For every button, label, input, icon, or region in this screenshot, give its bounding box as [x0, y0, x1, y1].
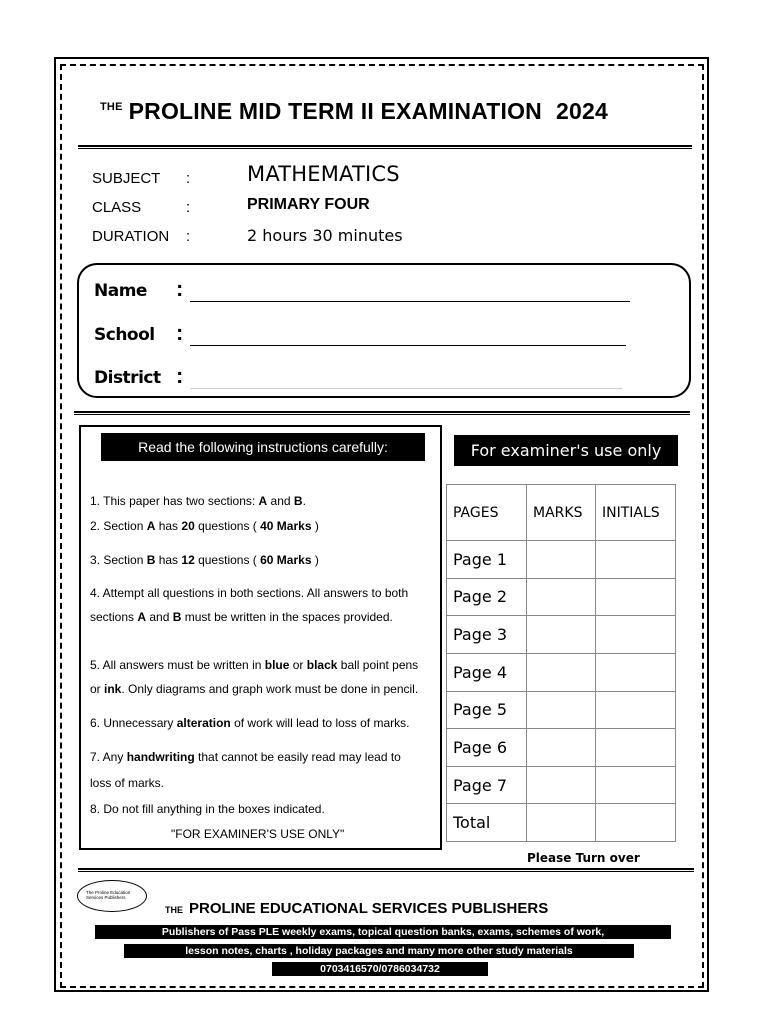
marks-cell	[527, 766, 596, 804]
name-colon: :	[176, 276, 184, 301]
initials-cell	[596, 616, 676, 654]
marks-cell	[527, 691, 596, 729]
title-year: 2024	[556, 98, 608, 124]
title-text: PROLINE MID TERM II EXAMINATION	[128, 98, 542, 124]
table-row	[447, 541, 676, 579]
i2c: has	[155, 519, 182, 533]
marks-cell	[527, 616, 596, 654]
i3b: B	[146, 553, 156, 567]
i3e: questions (	[194, 553, 261, 567]
row-label: Page 7	[447, 766, 527, 804]
school-field[interactable]	[190, 345, 626, 346]
duration-label: DURATION	[92, 228, 170, 245]
class-label: CLASS	[92, 199, 142, 216]
subject-label: SUBJECT	[92, 170, 161, 187]
row-label: Page 1	[447, 541, 527, 579]
i3d: 12	[181, 553, 195, 567]
table-header-row	[447, 485, 676, 541]
title-the: THE	[100, 101, 123, 113]
i7a: or	[90, 682, 105, 696]
i5d: B	[172, 610, 182, 624]
table-row	[447, 691, 676, 729]
details-divider	[74, 411, 690, 415]
initials-cell	[596, 729, 676, 767]
table-row	[447, 616, 676, 654]
table-row	[447, 653, 676, 691]
instruction-2	[90, 519, 319, 533]
please-turn-over: Please Turn over	[527, 851, 640, 865]
duration-colon: :	[186, 228, 191, 245]
i1d: B	[293, 494, 303, 508]
i5a: sections	[90, 610, 138, 624]
marks-cell	[527, 804, 596, 842]
footer-divider	[78, 868, 694, 872]
instruction-7	[90, 750, 401, 764]
i1e: .	[302, 494, 306, 508]
instruction-8-note: "FOR EXAMINER'S USE ONLY"	[171, 827, 345, 841]
table-row	[447, 729, 676, 767]
i5e: must be written in the spaces provided.	[181, 610, 393, 624]
i2d: 20	[181, 519, 195, 533]
i2f: 40 Marks	[260, 519, 312, 533]
class-value: PRIMARY FOUR	[247, 196, 370, 213]
initials-cell	[596, 691, 676, 729]
name-field[interactable]	[190, 301, 630, 302]
row-label: Page 2	[447, 578, 527, 616]
i9b: handwriting	[126, 750, 195, 764]
marks-cell	[527, 653, 596, 691]
school-label: School	[94, 325, 155, 345]
i8c: of work will lead to loss of marks.	[230, 716, 410, 730]
i6d: black	[306, 658, 338, 672]
initials-cell	[596, 541, 676, 579]
examiner-marks-table	[446, 484, 676, 842]
i6a: 5. All answers must be written in	[90, 658, 265, 672]
instruction-5-cont	[90, 682, 418, 696]
instruction-4-cont	[90, 610, 393, 624]
i2g: )	[311, 519, 319, 533]
initials-cell	[596, 578, 676, 616]
i3a: 3. Section	[90, 553, 147, 567]
i3f: 60 Marks	[260, 553, 312, 567]
i1a: 1. This paper has two sections:	[90, 494, 259, 508]
logo-line-1: The Proline Education	[86, 890, 131, 895]
i7c: . Only diagrams and graph work must be done in pencil.	[121, 682, 419, 696]
district-label: District	[94, 368, 161, 388]
col-pages: PAGES	[447, 485, 527, 541]
marks-cell	[527, 541, 596, 579]
i2a: 2. Section	[90, 519, 147, 533]
row-label: Page 4	[447, 653, 527, 691]
row-label: Page 6	[447, 729, 527, 767]
i6c: or	[289, 658, 307, 672]
candidate-details-box	[77, 263, 691, 398]
row-label: Page 5	[447, 691, 527, 729]
instruction-6	[90, 716, 409, 730]
i1b: A	[258, 494, 268, 508]
instruction-1	[90, 494, 306, 508]
publisher-logo	[77, 880, 147, 912]
publisher-title: PROLINE EDUCATIONAL SERVICES PUBLISHERS	[189, 900, 549, 917]
logo-line-2: Services Publishers	[86, 895, 126, 900]
district-colon: :	[176, 363, 184, 388]
publisher-phone: 0703416570/0786034732	[272, 962, 488, 976]
marks-cell	[527, 578, 596, 616]
exam-title	[100, 98, 700, 125]
i2b: A	[146, 519, 156, 533]
i1c: and	[267, 494, 294, 508]
row-label: Total	[447, 804, 527, 842]
table-row	[447, 804, 676, 842]
initials-cell	[596, 653, 676, 691]
initials-cell	[596, 766, 676, 804]
examiner-header: For examiner's use only	[454, 435, 678, 466]
publisher-the: THE	[165, 905, 183, 915]
publisher-tagline-1: Publishers of Pass PLE weekly exams, topical question banks, exams, schemes of work,	[95, 925, 671, 939]
instruction-3	[90, 553, 319, 567]
i3g: )	[311, 553, 319, 567]
i2e: questions (	[194, 519, 261, 533]
subject-colon: :	[186, 170, 191, 187]
publisher-tagline-2: lesson notes, charts , holiday packages and many more other study materials	[124, 944, 634, 958]
col-initials: INITIALS	[596, 485, 676, 541]
instruction-8: 8. Do not fill anything in the boxes indicated.	[90, 802, 325, 816]
subject-value: MATHEMATICS	[247, 162, 400, 186]
class-colon: :	[186, 199, 191, 216]
row-label: Page 3	[447, 616, 527, 654]
instruction-5	[90, 658, 418, 672]
instruction-4: 4. Attempt all questions in both sections. All answers to both	[90, 586, 409, 600]
table-row	[447, 766, 676, 804]
table-row	[447, 578, 676, 616]
i7b: ink	[104, 682, 122, 696]
i3c: has	[155, 553, 182, 567]
i9c: that cannot be easily read may lead to	[194, 750, 401, 764]
instruction-7-cont: loss of marks.	[90, 776, 165, 790]
i5c: and	[146, 610, 173, 624]
district-field[interactable]	[190, 388, 622, 389]
col-marks: MARKS	[527, 485, 596, 541]
publisher-name	[165, 900, 548, 917]
school-colon: :	[176, 320, 184, 345]
instructions-header: Read the following instructions carefully:	[101, 433, 425, 461]
initials-cell	[596, 804, 676, 842]
i8a: 6. Unnecessary	[90, 716, 177, 730]
duration-value: 2 hours 30 minutes	[247, 226, 403, 245]
title-divider	[78, 145, 692, 149]
i5b: A	[137, 610, 147, 624]
marks-cell	[527, 729, 596, 767]
name-label: Name	[94, 281, 147, 301]
i8b: alteration	[176, 716, 231, 730]
i6b: blue	[264, 658, 290, 672]
i9a: 7. Any	[90, 750, 127, 764]
i6e: ball point pens	[337, 658, 419, 672]
instructions-box	[79, 425, 442, 850]
